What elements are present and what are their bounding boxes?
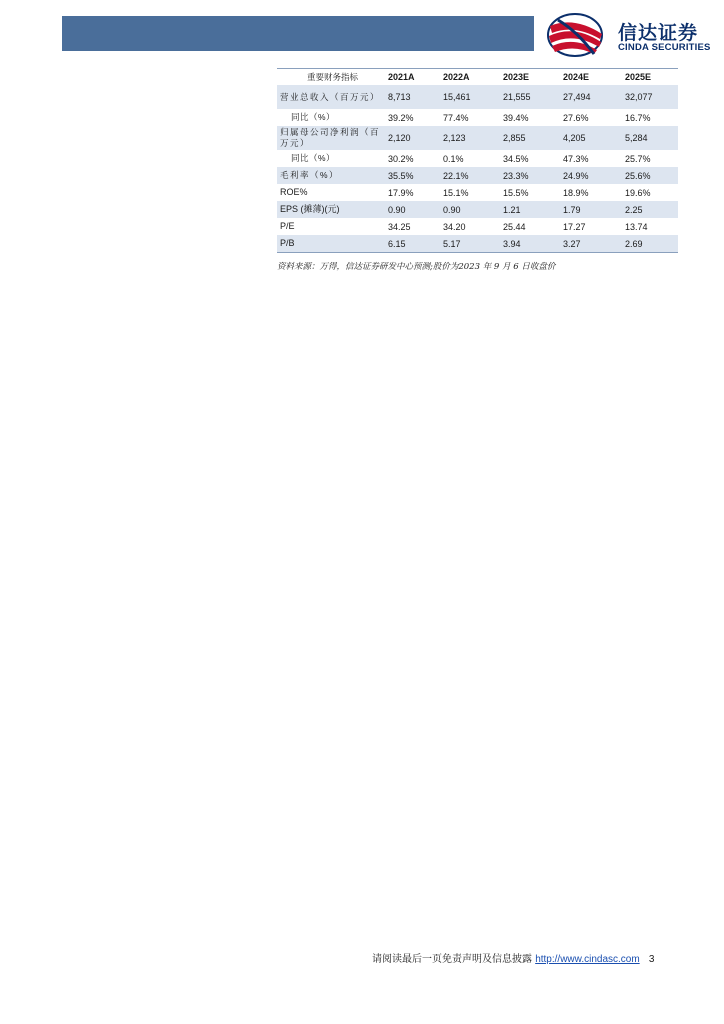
table-cell: 0.1% <box>443 153 464 164</box>
table-cell: 6.15 <box>388 235 443 253</box>
page-number: 3 <box>648 954 655 965</box>
table-cell: 77.4% <box>443 112 469 123</box>
table-cell: 18.9% <box>563 187 589 198</box>
table-cell: 8,713 <box>388 85 443 109</box>
table-cell: 25.44 <box>503 221 526 232</box>
row-label: P/E <box>280 221 295 231</box>
table-cell: 17.9% <box>388 187 414 198</box>
table-cell: 16.7% <box>625 112 651 123</box>
financial-metrics-table <box>277 68 678 253</box>
table-cell: 3.27 <box>563 235 625 253</box>
table-cell: 1.79 <box>563 201 625 218</box>
table-cell: 15,461 <box>443 85 503 109</box>
table-header-row <box>277 69 678 86</box>
table-cell: 25.6% <box>625 167 678 184</box>
table-cell: 1.21 <box>503 201 563 218</box>
table-row <box>277 85 678 109</box>
table-row <box>277 201 678 218</box>
table-cell: 34.25 <box>388 221 411 232</box>
column-header: 2022A <box>443 72 470 82</box>
footer-disclaimer: 请阅读最后一页免责声明及信息披露 <box>372 954 532 965</box>
table-cell: 24.9% <box>563 167 625 184</box>
row-label: 毛利率（%） <box>277 167 388 184</box>
table-cell: 35.5% <box>388 167 443 184</box>
table-row <box>277 184 678 201</box>
table-row <box>277 218 678 235</box>
table-cell: 2.69 <box>625 235 678 253</box>
table-cell: 47.3% <box>563 153 589 164</box>
row-label: 同比（%） <box>291 153 336 163</box>
table-cell: 21,555 <box>503 85 563 109</box>
column-header: 2024E <box>563 72 590 82</box>
table-cell: 39.4% <box>503 112 529 123</box>
logo-english-text: CINDA SECURITIES <box>618 42 711 53</box>
cinda-emblem-icon <box>544 12 610 58</box>
source-note: 资料来源：万得，信达证券研发中心预测;股价为2023 年 9 月 6 日收盘价 <box>277 262 556 272</box>
column-header: 2021A <box>388 72 415 82</box>
logo-chinese-text: 信达证券 <box>618 22 699 44</box>
table-cell: 17.27 <box>563 221 586 232</box>
table-cell: 0.90 <box>388 201 443 218</box>
table-cell: 27,494 <box>563 85 625 109</box>
table-row <box>277 167 678 184</box>
table-cell: 27.6% <box>563 112 589 123</box>
table-cell: 2,123 <box>443 126 503 150</box>
table-cell: 2.25 <box>625 201 678 218</box>
table-row <box>277 126 678 150</box>
table-cell: 32,077 <box>625 85 678 109</box>
table-cell: 22.1% <box>443 167 503 184</box>
table-cell: 25.7% <box>625 153 651 164</box>
row-label: ROE% <box>280 187 308 197</box>
table-cell: 4,205 <box>563 126 625 150</box>
header-bar <box>62 16 534 51</box>
table-cell: 39.2% <box>388 112 414 123</box>
column-header: 2025E <box>625 72 652 82</box>
page-footer <box>372 950 654 965</box>
table-cell: 2,855 <box>503 126 563 150</box>
table-cell: 15.1% <box>443 187 469 198</box>
row-label: 同比（%） <box>291 112 336 122</box>
table-cell: 19.6% <box>625 187 651 198</box>
table-cell: 3.94 <box>503 235 563 253</box>
table-row <box>277 109 678 126</box>
table-cell: 0.90 <box>443 201 503 218</box>
table-row <box>277 235 678 253</box>
table-cell: 23.3% <box>503 167 563 184</box>
table-cell: 2,120 <box>388 126 443 150</box>
column-header: 2023E <box>503 72 530 82</box>
table-cell: 34.5% <box>503 153 529 164</box>
row-label: 营业总收入（百万元） <box>277 85 388 109</box>
table-row <box>277 150 678 167</box>
website-link[interactable]: http://www.cindasc.com <box>535 954 640 965</box>
row-label: EPS (摊薄)(元) <box>277 201 388 218</box>
table-cell: 34.20 <box>443 221 466 232</box>
table-cell: 15.5% <box>503 187 529 198</box>
row-label: P/B <box>277 235 388 253</box>
row-label: 归属母公司净利润（百万元） <box>277 126 388 150</box>
table-cell: 13.74 <box>625 221 648 232</box>
table-cell: 30.2% <box>388 153 414 164</box>
table-cell: 5.17 <box>443 235 503 253</box>
cinda-logo <box>544 12 720 58</box>
table-corner-label: 重要财务指标 <box>306 72 358 82</box>
table-cell: 5,284 <box>625 126 678 150</box>
